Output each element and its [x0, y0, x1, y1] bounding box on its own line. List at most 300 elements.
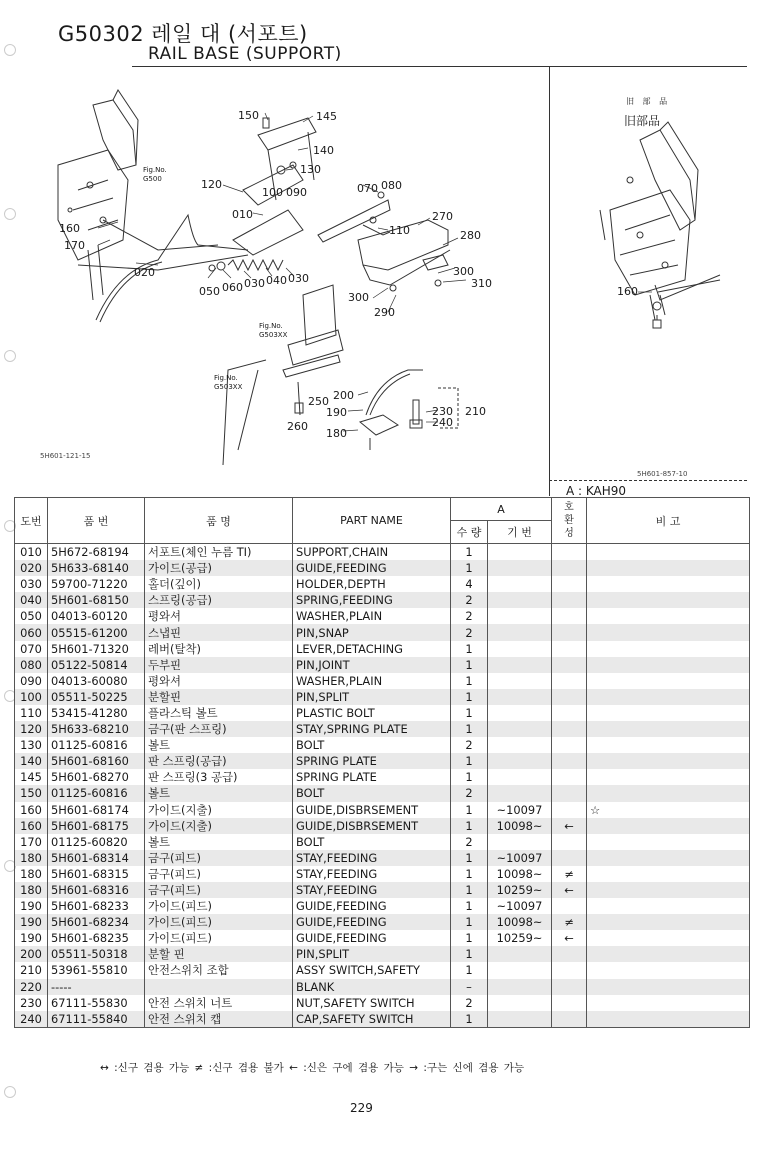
fig-ref-g503-a: Fig.No. G503XX — [259, 322, 288, 339]
row-part-name: CAP,SAFETY SWITCH — [293, 1011, 451, 1028]
row-compat — [552, 721, 587, 737]
row-name-kr: 가이드(공급) — [145, 560, 293, 576]
row-compat — [552, 979, 587, 995]
row-qty: 1 — [451, 866, 488, 882]
header-qty: 수 량 — [451, 521, 488, 544]
table-row — [15, 802, 750, 818]
row-ref: 220 — [15, 979, 48, 995]
row-ref: 180 — [15, 866, 48, 882]
row-remark — [587, 737, 750, 753]
row-serial — [488, 560, 552, 576]
callout-190: 190 — [326, 406, 347, 419]
row-part-number: 67111-55830 — [48, 995, 145, 1011]
row-serial — [488, 753, 552, 769]
row-remark — [587, 705, 750, 721]
row-ref: 200 — [15, 946, 48, 962]
row-ref: 130 — [15, 737, 48, 753]
row-part-name: SPRING PLATE — [293, 753, 451, 769]
row-part-number: 04013-60120 — [48, 608, 145, 624]
compat-legend: ↔ :신구 겸용 가능 ≠ :신구 겸용 불가 ← :신은 구에 겸용 가능 → :구는 신에 겸용 가능 — [100, 1062, 525, 1074]
row-compat: ← — [552, 818, 587, 834]
callout-300b: 300 — [348, 291, 369, 304]
row-part-number: 5H601-68233 — [48, 898, 145, 914]
table-row — [15, 673, 750, 689]
row-remark — [587, 608, 750, 624]
callout-170: 170 — [64, 239, 85, 252]
row-part-name: SPRING PLATE — [293, 769, 451, 785]
row-qty: 1 — [451, 962, 488, 978]
callout-200: 200 — [333, 389, 354, 402]
row-qty: 2 — [451, 608, 488, 624]
row-qty: 1 — [451, 850, 488, 866]
callout-300: 300 — [453, 265, 474, 278]
row-ref: 190 — [15, 914, 48, 930]
table-row — [15, 737, 750, 753]
feed-guide-wire — [366, 370, 423, 415]
table-row — [15, 850, 750, 866]
row-name-kr: 볼트 — [145, 785, 293, 801]
row-compat — [552, 624, 587, 640]
row-part-number: ----- — [48, 979, 145, 995]
row-serial — [488, 785, 552, 801]
row-remark — [587, 995, 750, 1011]
row-ref: 080 — [15, 657, 48, 673]
row-qty: 1 — [451, 560, 488, 576]
row-serial — [488, 624, 552, 640]
callout-050: 050 — [199, 285, 220, 298]
table-row — [15, 930, 750, 946]
row-part-name: STAY,SPRING PLATE — [293, 721, 451, 737]
row-compat — [552, 560, 587, 576]
row-serial — [488, 769, 552, 785]
row-qty: 1 — [451, 657, 488, 673]
row-part-name: BOLT — [293, 834, 451, 850]
row-qty: 1 — [451, 769, 488, 785]
row-name-kr: 판 스프링(3 공급) — [145, 769, 293, 785]
callout-260: 260 — [287, 420, 308, 433]
row-part-name: SPRING,FEEDING — [293, 592, 451, 608]
row-remark — [587, 673, 750, 689]
table-row — [15, 898, 750, 914]
row-qty: 1 — [451, 1011, 488, 1028]
row-remark — [587, 592, 750, 608]
callout-130: 130 — [300, 163, 321, 176]
row-ref: 070 — [15, 641, 48, 657]
row-qty: 1 — [451, 818, 488, 834]
row-qty: 1 — [451, 673, 488, 689]
parts-table-body — [15, 544, 750, 1028]
row-remark — [587, 946, 750, 962]
row-part-number: 5H601-68160 — [48, 753, 145, 769]
row-part-name: ASSY SWITCH,SAFETY — [293, 962, 451, 978]
row-name-kr: 안전 스위치 캡 — [145, 1011, 293, 1028]
diagram-bottom-rule — [549, 480, 747, 481]
table-row — [15, 962, 750, 978]
row-part-number: 04013-60080 — [48, 673, 145, 689]
row-part-name: GUIDE,FEEDING — [293, 898, 451, 914]
table-row — [15, 624, 750, 640]
row-ref: 230 — [15, 995, 48, 1011]
row-qty: 1 — [451, 914, 488, 930]
row-qty: 2 — [451, 592, 488, 608]
row-part-name: PIN,SPLIT — [293, 689, 451, 705]
row-part-number: 5H601-68270 — [48, 769, 145, 785]
row-qty: 1 — [451, 753, 488, 769]
table-row — [15, 544, 750, 561]
row-ref: 210 — [15, 962, 48, 978]
row-ref: 180 — [15, 850, 48, 866]
table-row — [15, 866, 750, 882]
table-row — [15, 914, 750, 930]
row-part-number: 5H601-68234 — [48, 914, 145, 930]
row-remark — [587, 834, 750, 850]
model-note: A : KAH90 — [566, 484, 627, 498]
row-name-kr: 스냅핀 — [145, 624, 293, 640]
parts-table — [14, 497, 750, 1028]
feed-stay — [360, 415, 398, 435]
row-compat — [552, 641, 587, 657]
row-part-number: 5H601-68314 — [48, 850, 145, 866]
callout-250: 250 — [308, 395, 329, 408]
callout-145: 145 — [316, 110, 337, 123]
row-part-name: PIN,JOINT — [293, 657, 451, 673]
row-compat — [552, 1011, 587, 1028]
row-serial: 10259~ — [488, 930, 552, 946]
callout-030: 030 — [244, 277, 265, 290]
callout-150: 150 — [238, 109, 259, 122]
header-name-kr: 품 명 — [145, 498, 293, 544]
table-row — [15, 705, 750, 721]
row-remark — [587, 657, 750, 673]
row-part-name: STAY,FEEDING — [293, 882, 451, 898]
row-part-name: BOLT — [293, 737, 451, 753]
table-row — [15, 818, 750, 834]
row-part-number: 05511-50318 — [48, 946, 145, 962]
row-part-number: 53415-41280 — [48, 705, 145, 721]
row-remark — [587, 624, 750, 640]
row-serial — [488, 673, 552, 689]
row-serial — [488, 995, 552, 1011]
fig-ref-g503-b: Fig.No. G503XX — [214, 374, 243, 391]
row-part-number: 05122-50814 — [48, 657, 145, 673]
row-part-number: 01125-60816 — [48, 737, 145, 753]
row-part-name: WASHER,PLAIN — [293, 673, 451, 689]
row-part-name: GUIDE,DISBRSEMENT — [293, 818, 451, 834]
row-part-number: 05515-61200 — [48, 624, 145, 640]
row-serial — [488, 946, 552, 962]
row-compat — [552, 802, 587, 818]
row-name-kr: 판 스프링(공급) — [145, 753, 293, 769]
row-name-kr — [145, 979, 293, 995]
row-qty: 1 — [451, 802, 488, 818]
row-name-kr: 가이드(피드) — [145, 930, 293, 946]
row-name-kr: 가이드(피드) — [145, 898, 293, 914]
row-compat — [552, 995, 587, 1011]
row-qty: 4 — [451, 576, 488, 592]
row-part-name: STAY,FEEDING — [293, 866, 451, 882]
page-title-code: G50302 레일 대 (서포트) — [58, 22, 308, 46]
row-remark — [587, 818, 750, 834]
row-part-number: 01125-60816 — [48, 785, 145, 801]
exploded-parts-diagram — [18, 70, 542, 475]
page-title-english: RAIL BASE (SUPPORT) — [148, 44, 342, 64]
row-remark — [587, 560, 750, 576]
row-part-name: PIN,SNAP — [293, 624, 451, 640]
row-remark — [587, 850, 750, 866]
row-name-kr: 금구(피드) — [145, 866, 293, 882]
row-serial — [488, 834, 552, 850]
row-name-kr: 서포트(체인 누름 TI) — [145, 544, 293, 561]
row-compat — [552, 705, 587, 721]
row-ref: 240 — [15, 1011, 48, 1028]
row-ref: 060 — [15, 624, 48, 640]
row-remark — [587, 721, 750, 737]
row-serial: 10098~ — [488, 818, 552, 834]
row-compat — [552, 850, 587, 866]
row-compat — [552, 544, 587, 561]
row-part-number: 5H633-68140 — [48, 560, 145, 576]
row-remark — [587, 882, 750, 898]
row-serial — [488, 544, 552, 561]
row-ref: 010 — [15, 544, 48, 561]
row-name-kr: 가이드(피드) — [145, 914, 293, 930]
row-compat — [552, 753, 587, 769]
callout-110: 110 — [389, 224, 410, 237]
row-remark — [587, 785, 750, 801]
row-remark — [587, 866, 750, 882]
row-name-kr: 금구(판 스프링) — [145, 721, 293, 737]
row-qty: – — [451, 979, 488, 995]
table-row — [15, 834, 750, 850]
row-name-kr: 금구(피드) — [145, 882, 293, 898]
table-row — [15, 592, 750, 608]
callout-030b: 030 — [288, 272, 309, 285]
row-serial — [488, 962, 552, 978]
row-compat: ≠ — [552, 866, 587, 882]
row-serial — [488, 657, 552, 673]
row-serial — [488, 689, 552, 705]
old-parts-diagram — [560, 70, 740, 480]
callout-280: 280 — [460, 229, 481, 242]
row-name-kr: 평와셔 — [145, 673, 293, 689]
fig-ref-g500: Fig.No. G500 — [143, 166, 167, 183]
row-qty: 1 — [451, 898, 488, 914]
support-chain-bracket — [233, 118, 316, 255]
callout-210: 210 — [465, 405, 486, 418]
row-ref: 090 — [15, 673, 48, 689]
row-remark — [587, 641, 750, 657]
table-row — [15, 769, 750, 785]
row-qty: 1 — [451, 705, 488, 721]
row-serial — [488, 592, 552, 608]
row-part-number: 53961-55810 — [48, 962, 145, 978]
callout-180: 180 — [326, 427, 347, 440]
row-name-kr: 볼트 — [145, 737, 293, 753]
callout-230: 230 — [432, 405, 453, 418]
diagram-divider — [549, 66, 550, 496]
row-qty: 1 — [451, 544, 488, 561]
table-row — [15, 689, 750, 705]
leader-lines — [98, 113, 466, 431]
row-remark — [587, 979, 750, 995]
row-compat: ← — [552, 930, 587, 946]
row-part-number: 5H601-68315 — [48, 866, 145, 882]
row-remark — [587, 930, 750, 946]
row-serial: 10259~ — [488, 882, 552, 898]
row-compat — [552, 769, 587, 785]
table-row — [15, 785, 750, 801]
callout-040: 040 — [266, 274, 287, 287]
row-compat — [552, 592, 587, 608]
row-ref: 180 — [15, 882, 48, 898]
row-part-name: PIN,SPLIT — [293, 946, 451, 962]
binder-hole — [4, 1086, 16, 1098]
callout-160: 160 — [59, 222, 80, 235]
callout-080: 080 — [381, 179, 402, 192]
table-row — [15, 1011, 750, 1028]
header-part-no: 품 번 — [48, 498, 145, 544]
callout-290: 290 — [374, 306, 395, 319]
row-part-number: 67111-55840 — [48, 1011, 145, 1028]
row-part-name: HOLDER,DEPTH — [293, 576, 451, 592]
table-row — [15, 657, 750, 673]
drawing-code-right: 5H601-857-10 — [637, 470, 688, 478]
row-part-number: 05511-50225 — [48, 689, 145, 705]
row-ref: 040 — [15, 592, 48, 608]
row-remark — [587, 544, 750, 561]
row-part-name: STAY,FEEDING — [293, 850, 451, 866]
row-remark — [587, 769, 750, 785]
row-ref: 020 — [15, 560, 48, 576]
row-qty: 2 — [451, 995, 488, 1011]
old-callout-160: 160 — [617, 285, 638, 298]
row-remark — [587, 576, 750, 592]
binder-hole — [4, 44, 16, 56]
guide-plate — [358, 220, 448, 270]
row-name-kr: 플라스틱 볼트 — [145, 705, 293, 721]
page-number: 229 — [350, 1101, 373, 1115]
row-serial — [488, 641, 552, 657]
feeding-spring — [228, 260, 283, 270]
row-part-number: 01125-60820 — [48, 834, 145, 850]
row-remark — [587, 914, 750, 930]
row-part-name: NUT,SAFETY SWITCH — [293, 995, 451, 1011]
row-part-number: 5H672-68194 — [48, 544, 145, 561]
row-name-kr: 안전스위치 조합 — [145, 962, 293, 978]
row-compat — [552, 737, 587, 753]
row-part-name: BOLT — [293, 785, 451, 801]
row-name-kr: 금구(피드) — [145, 850, 293, 866]
table-row — [15, 608, 750, 624]
row-part-number: 59700-71220 — [48, 576, 145, 592]
row-qty: 1 — [451, 689, 488, 705]
header-serial: 기 번 — [488, 521, 552, 544]
callout-100: 100 — [262, 186, 283, 199]
row-remark: ☆ — [587, 802, 750, 818]
row-compat — [552, 785, 587, 801]
row-serial: ~10097 — [488, 850, 552, 866]
row-compat: ← — [552, 882, 587, 898]
detaching-lever — [318, 200, 390, 242]
row-part-name: GUIDE,FEEDING — [293, 914, 451, 930]
row-serial — [488, 979, 552, 995]
row-name-kr: 평와셔 — [145, 608, 293, 624]
callout-140: 140 — [313, 144, 334, 157]
row-qty: 2 — [451, 834, 488, 850]
row-ref: 120 — [15, 721, 48, 737]
table-row — [15, 979, 750, 995]
row-ref: 160 — [15, 818, 48, 834]
row-serial: ~10097 — [488, 898, 552, 914]
row-remark — [587, 753, 750, 769]
row-qty: 1 — [451, 930, 488, 946]
row-qty: 2 — [451, 624, 488, 640]
row-ref: 150 — [15, 785, 48, 801]
callout-020: 020 — [134, 266, 155, 279]
lower-bracket — [223, 285, 343, 465]
row-name-kr: 두부핀 — [145, 657, 293, 673]
table-row — [15, 995, 750, 1011]
row-ref: 145 — [15, 769, 48, 785]
binder-hole — [4, 208, 16, 220]
row-serial — [488, 576, 552, 592]
row-serial — [488, 1011, 552, 1028]
row-compat — [552, 576, 587, 592]
row-serial: ~10097 — [488, 802, 552, 818]
row-ref: 160 — [15, 802, 48, 818]
row-compat: ≠ — [552, 914, 587, 930]
header-part-name: PART NAME — [293, 498, 451, 544]
row-part-name: GUIDE,DISBRSEMENT — [293, 802, 451, 818]
binder-hole — [4, 350, 16, 362]
table-row — [15, 721, 750, 737]
row-part-name: GUIDE,FEEDING — [293, 560, 451, 576]
row-remark — [587, 1011, 750, 1028]
row-name-kr: 가이드(지출) — [145, 818, 293, 834]
row-name-kr: 가이드(지출) — [145, 802, 293, 818]
row-name-kr: 안전 스위치 너트 — [145, 995, 293, 1011]
table-row — [15, 946, 750, 962]
row-part-name: PLASTIC BOLT — [293, 705, 451, 721]
row-name-kr: 분할핀 — [145, 689, 293, 705]
row-ref: 190 — [15, 898, 48, 914]
row-part-name: LEVER,DETACHING — [293, 641, 451, 657]
row-serial: 10098~ — [488, 866, 552, 882]
row-serial: 10098~ — [488, 914, 552, 930]
callout-090: 090 — [286, 186, 307, 199]
old-parts-label: 旧部品 — [624, 114, 661, 128]
header-group-a: A — [451, 498, 552, 521]
header-remarks: 비 고 — [587, 498, 750, 544]
row-ref: 050 — [15, 608, 48, 624]
row-ref: 110 — [15, 705, 48, 721]
row-serial — [488, 608, 552, 624]
row-qty: 1 — [451, 641, 488, 657]
row-name-kr: 레버(탈착) — [145, 641, 293, 657]
row-ref: 140 — [15, 753, 48, 769]
table-row — [15, 576, 750, 592]
row-compat — [552, 946, 587, 962]
drawing-code-left: 5H601-121-15 — [40, 452, 91, 460]
row-compat — [552, 962, 587, 978]
header-ref: 도번 — [15, 498, 48, 544]
row-part-name: BLANK — [293, 979, 451, 995]
callout-010: 010 — [232, 208, 253, 221]
row-compat — [552, 898, 587, 914]
callout-120: 120 — [201, 178, 222, 191]
row-ref: 100 — [15, 689, 48, 705]
callout-240: 240 — [432, 416, 453, 429]
